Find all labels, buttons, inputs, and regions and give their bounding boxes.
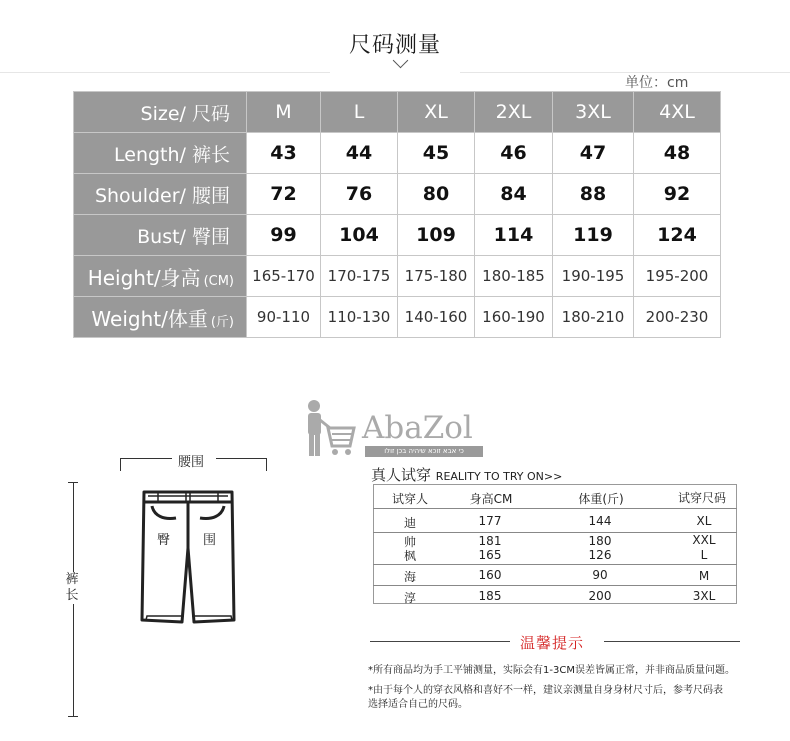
length-measure-cap [68, 716, 78, 717]
table-cell: 帅 [403, 535, 416, 549]
column-header: 体重(斤) [578, 492, 624, 506]
table-cell: 90 [592, 568, 608, 582]
divider [373, 508, 737, 509]
tip-text: 选择适合自己的尺码。 [368, 699, 468, 710]
reality-title-cn: 真人试穿 [371, 466, 432, 484]
divider [373, 532, 737, 533]
row-label-text: Height/身高 [87, 265, 201, 290]
table-cell: 45 [398, 133, 475, 174]
table-row [74, 256, 721, 297]
table-cell: 175-180 [398, 256, 475, 297]
table-cell: 190-195 [553, 256, 634, 297]
table-cell: 177 [478, 514, 502, 528]
table-cell: M [698, 569, 710, 583]
size-col-header: L [321, 92, 398, 133]
row-label: Length/ 裤长 [74, 133, 247, 174]
column-header: 试穿尺码 [677, 491, 726, 505]
table-cell: XL [696, 514, 712, 528]
row-label [74, 297, 247, 338]
table-cell: 80 [398, 174, 475, 215]
logo-tagline: כי אבא זוכא שיהיה בכן זולו [365, 446, 483, 457]
hip-label-suffix: 围 [203, 533, 217, 548]
table-cell: 195-200 [634, 256, 721, 297]
table-cell: 104 [321, 215, 398, 256]
tip-text: *由于每个人的穿衣风格和喜好不一样，建议亲测量自身身材尺寸后，参考尺码表 [368, 685, 723, 696]
table-row [74, 215, 721, 256]
length-measure-cap [68, 482, 78, 483]
table-cell: 海 [403, 570, 416, 584]
row-label-text: Weight/体重 [91, 306, 208, 331]
table-cell: 180 [588, 534, 612, 548]
waist-label: 腰围 [178, 455, 205, 470]
table-cell: 76 [321, 174, 398, 215]
row-label: Bust/ 臀围 [74, 215, 247, 256]
table-cell: 165-170 [247, 256, 321, 297]
row-label: Shoulder/ 腰围 [74, 174, 247, 215]
table-cell: 90-110 [247, 297, 321, 338]
table-cell: 160-190 [475, 297, 553, 338]
table-cell: 185 [478, 589, 502, 603]
table-row [74, 174, 721, 215]
tip-text: *所有商品均为手工平铺测量，实际会有1-3CM误差皆属正常，并非商品质量问题。 [368, 665, 735, 676]
divider [0, 72, 330, 73]
table-cell: 92 [634, 174, 721, 215]
table-row [74, 297, 721, 338]
column-header: 试穿人 [391, 492, 428, 506]
reality-title [371, 464, 562, 485]
row-label [74, 256, 247, 297]
pants-outline-icon [136, 488, 240, 626]
table-cell: 44 [321, 133, 398, 174]
shopper-logo-icon [302, 398, 360, 460]
length-label: 裤长 [60, 572, 84, 604]
table-cell: 迪 [403, 516, 416, 530]
table-cell: 165 [478, 548, 502, 562]
table-cell: 114 [475, 215, 553, 256]
divider [373, 564, 737, 565]
table-cell: 119 [553, 215, 634, 256]
table-cell: 46 [475, 133, 553, 174]
table-cell: 72 [247, 174, 321, 215]
table-cell: 3XL [692, 589, 716, 603]
table-cell: 160 [478, 568, 502, 582]
row-label-unit: (CM) [203, 273, 234, 289]
table-cell: 淳 [403, 591, 416, 605]
tips-title: 温馨提示 [520, 634, 585, 652]
table-header-row [74, 92, 721, 133]
table-cell: 181 [478, 534, 502, 548]
table-row [74, 133, 721, 174]
table-cell: 126 [588, 548, 612, 562]
table-cell: 170-175 [321, 256, 398, 297]
row-label-unit: (斤) [210, 314, 234, 330]
divider [604, 641, 740, 642]
table-cell: 180-210 [553, 297, 634, 338]
divider [370, 641, 510, 642]
table-cell: 200 [588, 589, 612, 603]
table-cell: 124 [634, 215, 721, 256]
divider [373, 585, 737, 586]
table-cell: 48 [634, 133, 721, 174]
size-header-label: Size/ 尺码 [74, 92, 247, 133]
column-header: 身高CM [469, 492, 513, 506]
size-col-header: 2XL [475, 92, 553, 133]
unit-label: 单位：cm [625, 75, 689, 91]
table-cell: 43 [247, 133, 321, 174]
table-cell: 109 [398, 215, 475, 256]
table-cell: L [700, 548, 708, 562]
size-col-header: M [247, 92, 321, 133]
table-cell: 140-160 [398, 297, 475, 338]
page-title: 尺码测量 [348, 33, 441, 58]
table-cell: 200-230 [634, 297, 721, 338]
table-cell: 88 [553, 174, 634, 215]
logo-wordmark: AbaZol [362, 410, 473, 446]
size-chart-table [73, 91, 721, 338]
table-cell: 84 [475, 174, 553, 215]
hip-label: 臀 [157, 533, 171, 548]
table-cell: 99 [247, 215, 321, 256]
table-cell: 110-130 [321, 297, 398, 338]
table-cell: 144 [588, 514, 612, 528]
reality-title-en: REALITY TO TRY ON>> [435, 470, 563, 483]
table-cell: 180-185 [475, 256, 553, 297]
size-col-header: 4XL [634, 92, 721, 133]
size-col-header: XL [398, 92, 475, 133]
table-cell: 47 [553, 133, 634, 174]
table-cell: 枫 [403, 549, 416, 563]
size-col-header: 3XL [553, 92, 634, 133]
table-cell: XXL [692, 533, 716, 547]
